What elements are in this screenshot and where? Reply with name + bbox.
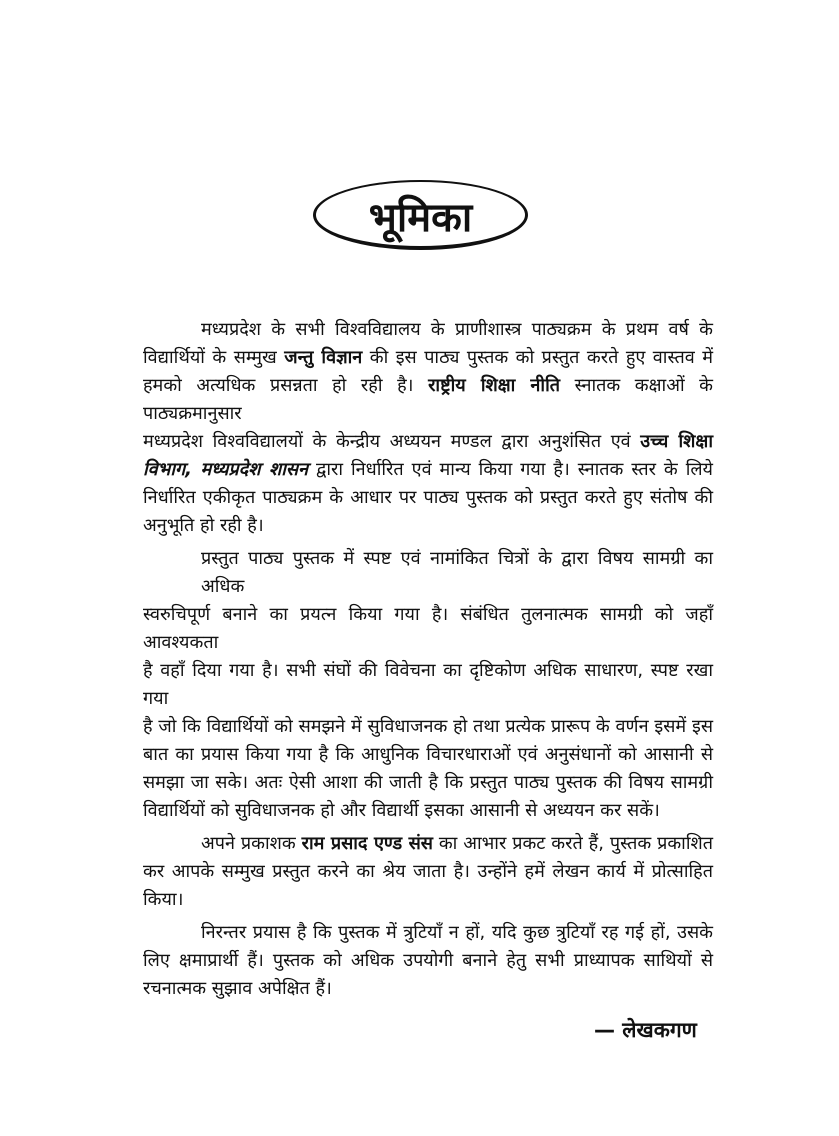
text-segment: का आभार प्रकट करते हैं, पुस्तक प्रकाशित: [432, 833, 713, 854]
text-segment: विद्यार्थियों के सम्मुख: [143, 347, 285, 368]
text-segment: द्वारा निर्धारित एवं मान्य किया गया है। स्नातक स्तर के लिये: [308, 459, 713, 480]
text-line: [143, 713, 713, 741]
text-segment: मध्यप्रदेश के सभी विश्वविद्यालय के प्राणीशास्त्र पाठ्यक्रम के प्रथम वर्ष के: [201, 319, 713, 340]
preface-body: [143, 316, 713, 1003]
text-line: [143, 975, 713, 1003]
text-line: [143, 456, 713, 484]
title-badge: [313, 180, 528, 250]
text-line: [143, 484, 713, 512]
text-segment: राष्ट्रीय शिक्षा नीति: [428, 375, 561, 396]
text-line: [143, 316, 713, 344]
text-segment: रचनात्मक सुझाव अपेक्षित हैं।: [143, 978, 332, 999]
text-line: [143, 830, 713, 858]
text-line: [143, 601, 713, 657]
text-segment: कर आपके सम्मुख प्रस्तुत करने का श्रेय जाता है। उन्होंने हमें लेखन कार्य में प्रोत्साहित किया।: [143, 861, 713, 910]
text-line: [143, 657, 713, 713]
text-segment: बात का प्रयास किया गया है कि आधुनिक विचारधाराओं एवं अनुसंधानों को आसानी से: [143, 744, 713, 765]
text-segment: निर्धारित एकीकृत पाठ्यक्रम के आधार पर पाठ्य पुस्तक को प्रस्तुत करते हुए संतोष की: [143, 487, 713, 508]
paragraph: [143, 545, 713, 825]
text-segment: विभाग, मध्यप्रदेश शासन: [143, 459, 309, 480]
text-segment: राम प्रसाद एण्ड संस: [301, 833, 433, 854]
text-segment: मध्यप्रदेश विश्वविद्यालयों के केन्द्रीय अध्ययन मण्डल द्वारा अनुशंसित एवं: [143, 431, 641, 452]
text-line: [143, 344, 713, 372]
text-segment: स्नातक कक्षाओं के पाठ्यक्रमानुसार: [143, 375, 713, 424]
text-segment: की इस पाठ्य पुस्तक को प्रस्तुत करते हुए वास्तव में: [362, 347, 713, 368]
text-line: [143, 512, 713, 540]
text-line: [143, 741, 713, 769]
text-segment: विद्यार्थियों को सुविधाजनक हो और विद्यार्थी इसका आसानी से अध्ययन कर सकें।: [143, 800, 660, 821]
text-segment: जन्तु विज्ञान: [284, 347, 363, 368]
text-segment: हमको अत्यधिक प्रसन्नता हो रही है।: [143, 375, 429, 396]
text-line: [143, 372, 713, 428]
page-title: भूमिका: [368, 194, 473, 241]
text-line: [143, 545, 713, 601]
text-segment: लिए क्षमाप्रार्थी हैं। पुस्तक को अधिक उपयोगी बनाने हेतु सभी प्राध्यापक साथियों से: [143, 950, 713, 971]
text-line: [143, 858, 713, 914]
text-segment: स्वरुचिपूर्ण बनाने का प्रयत्न किया गया है। संबंधित तुलनात्मक सामग्री को जहाँ आवश्यकता: [143, 604, 713, 653]
text-line: [143, 947, 713, 975]
signature: — लेखकगण: [594, 1018, 697, 1042]
preface-content: [143, 316, 713, 1045]
text-segment: अपने प्रकाशक: [201, 833, 302, 854]
text-line: [143, 797, 713, 825]
text-line: [143, 769, 713, 797]
text-segment: अनुभूति हो रही है।: [143, 515, 264, 536]
text-segment: है जो कि विद्यार्थियों को समझने में सुविधाजनक हो तथा प्रत्येक प्रारूप के वर्णन इसमें इस: [143, 716, 713, 737]
text-segment: प्रस्तुत पाठ्य पुस्तक में स्पष्ट एवं नामांकित चित्रों के द्वारा विषय सामग्री का अधिक: [201, 548, 713, 597]
text-segment: है वहाँ दिया गया है। सभी संघों की विवेचना का दृष्टिकोण अधिक साधारण, स्पष्ट रखा गया: [143, 660, 713, 709]
text-segment: समझा जा सके। अतः ऐसी आशा की जाती है कि प्रस्तुत पाठ्य पुस्तक की विषय सामग्री: [143, 772, 713, 793]
text-line: [143, 428, 713, 456]
text-line: [143, 919, 713, 947]
text-segment: निरन्तर प्रयास है कि पुस्तक में त्रुटियाँ न हों, यदि कुछ त्रुटियाँ रह गई हों, उसके: [201, 922, 713, 943]
text-segment: उच्च शिक्षा: [640, 431, 713, 452]
paragraph: [143, 316, 713, 540]
paragraph: [143, 919, 713, 1003]
paragraph: [143, 830, 713, 914]
